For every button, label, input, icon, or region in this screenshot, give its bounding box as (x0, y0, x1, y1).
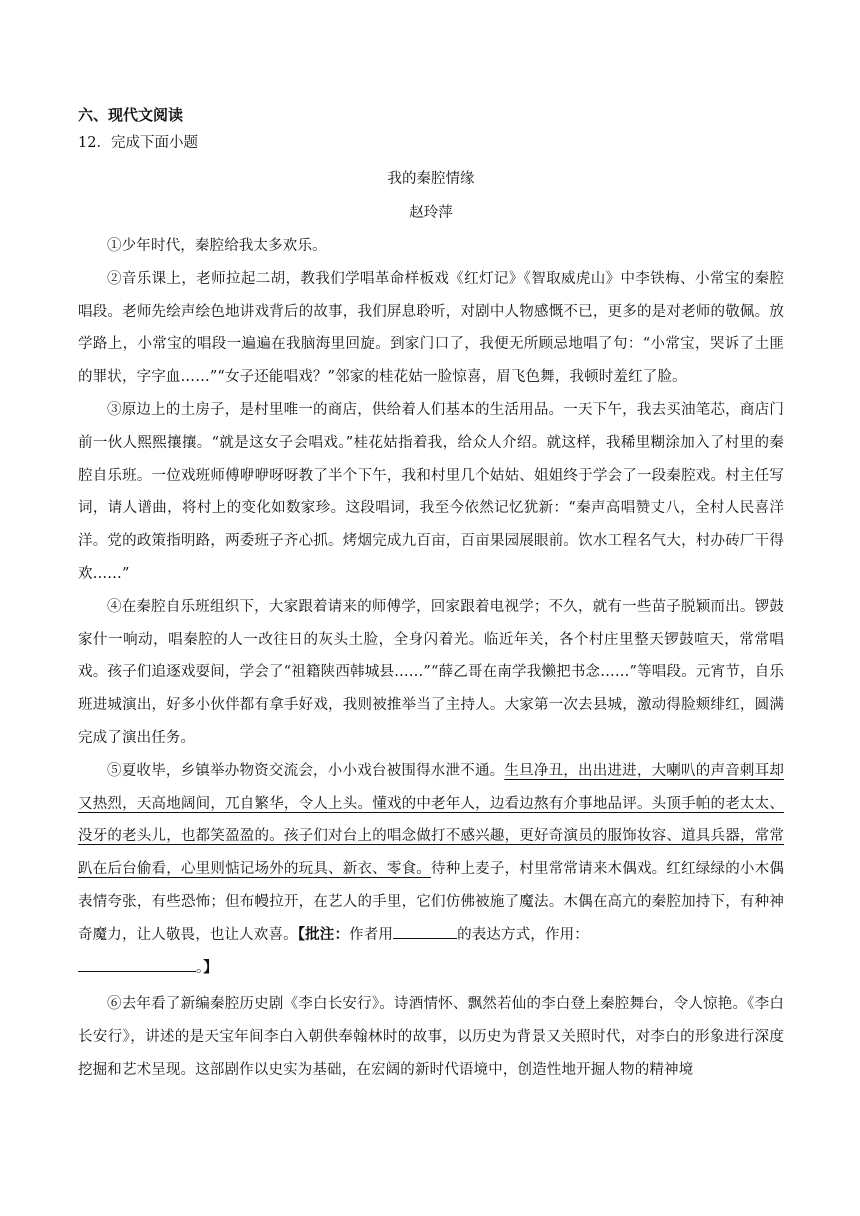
paragraph-4: ④在秦腔自乐班组织下，大家跟着请来的师傅学，回家跟着电视学；不久，就有一些苗子脱颖而出。锣鼓家什一响动，唱秦腔的人一改往日的灰头土脸，全身闪着光。临近年关，各个村庄里整天锣鼓喧天，常常唱戏。孩子们追逐戏耍间，学会了“祖籍陕西韩城县……”“薛乙哥在南学我懒把书念……”等唱段。元宵节，自乐班进城演出，好多小伙伴都有拿手好戏，我则被推举当了主持人。大家第一次去县城，激动得脸颊绯红，圆满完成了演出任务。 (78, 598, 784, 746)
document-page (78, 100, 784, 1087)
annotation-prompt: 作者用 (349, 926, 394, 943)
article-title: 我的秦腔情缘 (387, 171, 475, 187)
paragraph-5 (78, 755, 784, 952)
annotation-prompt-2: 的表达方式，作用： (457, 926, 589, 943)
section-title: 六、现代文阅读 (78, 106, 184, 124)
annotation-open: 【批注： (297, 925, 350, 943)
answer-blank-effect[interactable] (78, 956, 196, 972)
annotation-line (78, 952, 784, 985)
article-author: 赵玲萍 (409, 205, 453, 221)
question-line (78, 130, 784, 156)
paragraph-5-rest: 待种上麦子，村里常常请来木偶戏。红红绿绿的小木偶表情夸张，有些恐怖；但布幔拉开，在艺人的手里，它们仿佛被施了魔法。木偶在高亢的秦腔加持下，有种神奇魔力，让人敬畏，也让人欢喜。 (78, 861, 784, 943)
answer-blank-expression[interactable] (393, 923, 457, 939)
paragraph-3: ③原边上的土房子，是村里唯一的商店，供给着人们基本的生活用品。一天下午，我去买油笔芯，商店门前一伙人熙熙攘攘。“就是这女子会唱戏。”桂花姑指着我，给众人介绍。就这样，我稀里糊涂加入了村里的秦腔自乐班。一位戏班师傅咿咿呀呀教了半个下午，我和村里几个姑姑、姐姐终于学会了一段秦腔戏。村主任写词，请人谱曲，将村上的变化如数家珍。这段唱词，我至今依然记忆犹新：“秦声高唱赞丈八，全村人民喜洋洋。党的政策指明路，两委班子齐心抓。烤烟完成九百亩，百亩果园展眼前。饮水工程名气大，村办砖厂干得欢……” (78, 401, 784, 582)
paragraph-6: ⑥去年看了新编秦腔历史剧《李白长安行》。诗酒情怀、飘然若仙的李白登上秦腔舞台，令人惊艳。《李白长安行》，讲述的是天宝年间李白入朝供奉翰林时的故事，以历史为背景又关照时代，对李白的形象进行深度挖掘和艺术呈现。这部剧作以史实为基础，在宏阔的新时代语境中，创造性地开掘人物的精神境 (78, 996, 784, 1078)
question-number: 12． (78, 135, 111, 151)
annotation-close: 】 (203, 958, 218, 976)
paragraph-5-start: ⑤夏收毕，乡镇举办物资交流会，小小戏台被围得水泄不通。 (107, 762, 505, 779)
paragraph-2: ②音乐课上，老师拉起二胡，教我们学唱革命样板戏《红灯记》《智取威虎山》中李铁梅、小常宝的秦腔唱段。老师先绘声绘色地讲戏背后的故事，我们屏息聆听，对剧中人物感慨不已，更多的是对老师的敬佩。放学路上，小常宝的唱段一遍遍在我脑海里回旋。到家门口了，我便无所顾忌地唱了句：“小常宝，哭诉了土匪的罪状，字字血……”“女子还能唱戏？”邻家的桂花姑一脸惊喜，眉飞色舞，我顿时羞红了脸。 (78, 270, 784, 386)
paragraph-1: ①少年时代，秦腔给我太多欢乐。 (107, 238, 327, 254)
annotation-end: 。 (196, 959, 204, 976)
underlined-passage: 生旦净丑，出出进进，大喇叭的声音刺耳却又热烈，天高地阔间，兀自繁华，令人上头。懂戏的中老年人，边看边熬有介事地品评。头顶手帕的老太太、没牙的老头儿，也都笑盈盈的。孩子们对台上的唱念做打不感兴趣，更好奇演员的服饰妆容、道具兵器，常常趴在后台偷看，心里则惦记场外的玩具、新衣、零食。 (78, 762, 784, 878)
question-text: 完成下面小题 (110, 135, 198, 151)
